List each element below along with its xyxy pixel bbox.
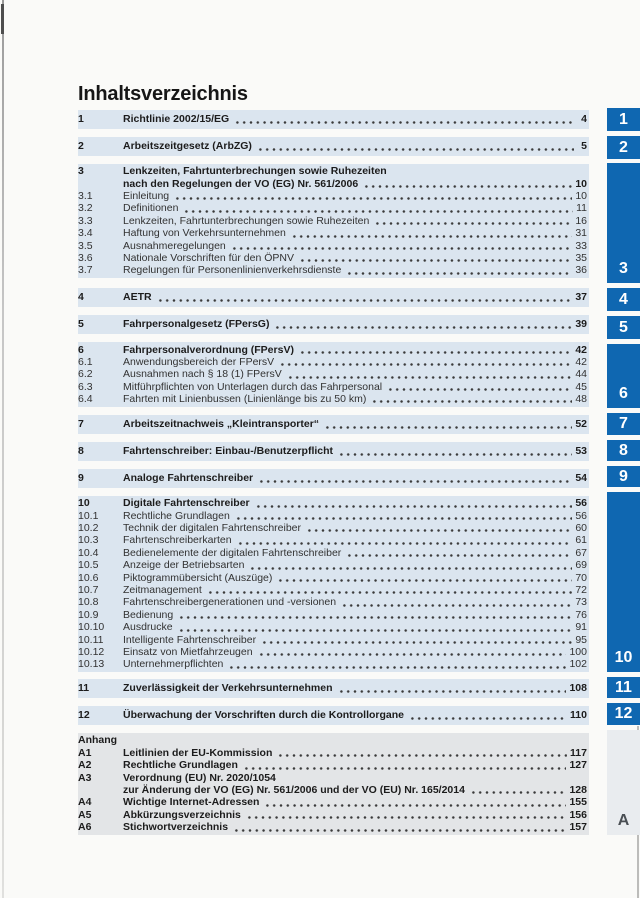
toc-entry-3 (78, 165, 589, 177)
entry-number: 12 (78, 709, 90, 722)
entry-page-number: 33 (575, 239, 587, 252)
entry-title: Ausnahmen nach § 18 (1) FPersV (123, 368, 282, 381)
entry-title: Unternehmerpflichten (123, 658, 224, 671)
toc-entry-6 (78, 344, 589, 356)
dot-leader (338, 445, 572, 457)
entry-page-number: 110 (570, 709, 587, 722)
entry-page-number: 39 (575, 318, 587, 331)
entry-page-number: 128 (569, 784, 587, 796)
toc-entry-4 (78, 291, 589, 303)
toc-entry-6.3 (78, 381, 589, 393)
dot-leader (299, 252, 572, 264)
side-tab-8: 8 (607, 440, 640, 461)
entry-page-number: 45 (575, 380, 587, 393)
entry-number: 3.2 (78, 202, 93, 215)
entry-number: 10.5 (78, 559, 99, 572)
toc-entry-10.8 (78, 596, 589, 608)
toc-entry-a3 (78, 772, 589, 784)
entry-number: A4 (78, 796, 92, 809)
side-tab-1: 1 (607, 108, 640, 131)
toc-entry-10.3 (78, 534, 589, 546)
toc-group-6 (78, 342, 589, 407)
entry-title: Technik der digitalen Fahrtenschreiber (123, 522, 302, 535)
entry-page-number: 157 (569, 821, 587, 834)
entry-page-number: 60 (575, 522, 587, 535)
dot-leader (291, 227, 572, 239)
toc-entry-11 (78, 682, 589, 694)
entry-page-number: 44 (575, 368, 587, 381)
dot-leader (243, 759, 567, 771)
toc-entry-3.1 (78, 190, 589, 202)
entry-title: Ausnahmeregelungen (123, 239, 226, 252)
side-tab-7: 7 (607, 413, 640, 435)
dot-leader (228, 658, 566, 670)
entry-page-number: 54 (575, 472, 587, 485)
dot-leader (341, 596, 572, 608)
entry-title: Wichtige Internet-Adressen (123, 796, 260, 809)
entry-number: 10.11 (78, 633, 104, 646)
entry-title: Rechtliche Grundlagen (123, 509, 230, 522)
side-tab-5: 5 (607, 316, 640, 339)
dot-leader (246, 809, 567, 821)
toc-entry-6.1 (78, 356, 589, 368)
dot-leader (299, 344, 572, 356)
toc-entry-cont (78, 178, 589, 190)
dot-leader (178, 609, 572, 621)
toc-entry-1 (78, 113, 589, 125)
entry-title: nach den Regelungen der VO (EG) Nr. 561/2006 (123, 177, 359, 190)
toc-entry-anhang (78, 734, 589, 746)
side-tab-2: 2 (607, 136, 640, 159)
entry-page-number: 35 (575, 251, 587, 264)
toc-group-anhang (78, 733, 589, 835)
entry-number: 6 (78, 343, 84, 356)
entry-number: 3.6 (78, 251, 93, 264)
entry-title: zur Änderung der VO (EG) Nr. 561/2006 und der VO (EU) Nr. 165/2014 (123, 784, 465, 796)
toc-group-4 (78, 288, 589, 307)
toc-group-3 (78, 164, 589, 278)
entry-number: 6.3 (78, 380, 93, 393)
entry-title: Abkürzungsverzeichnis (123, 808, 241, 821)
entry-title: Definitionen (123, 202, 179, 215)
entry-number: 7 (78, 418, 84, 431)
dot-leader (237, 534, 573, 546)
entry-title: Lenkzeiten, Fahrtunterbrechungen sowie Ruhezeiten (123, 214, 370, 227)
entry-number: 4 (78, 291, 84, 304)
entry-page-number: 73 (575, 596, 587, 609)
dot-leader (387, 381, 572, 393)
toc-entry-10.13 (78, 658, 589, 670)
dot-leader (277, 747, 567, 759)
entry-number: 10.7 (78, 584, 99, 596)
entry-page-number: 5 (581, 140, 587, 153)
entry-number: 5 (78, 318, 84, 331)
entry-title: Anzeige der Betriebsarten (123, 559, 245, 572)
toc-entry-3.4 (78, 227, 589, 239)
entry-number: 6.4 (78, 393, 93, 406)
entry-number: Anhang (78, 734, 118, 747)
toc-entry-a4 (78, 796, 589, 808)
entry-number: 6.2 (78, 368, 93, 381)
entry-page-number: 91 (575, 621, 587, 634)
scan-edge-artifact (1, 4, 4, 34)
entry-page-number: 69 (575, 559, 587, 572)
dot-leader (174, 190, 572, 202)
toc-entry-a5 (78, 809, 589, 821)
entry-page-number: 72 (575, 584, 587, 596)
entry-title: Fahrten mit Linienbussen (Linienlänge bis zu 50 km) (123, 393, 367, 406)
dot-leader (261, 634, 572, 646)
entry-number: 1 (78, 113, 84, 126)
dot-leader (157, 291, 573, 303)
side-tab-12: 12 (607, 703, 640, 725)
entry-number: 8 (78, 445, 84, 458)
entry-number: 3.3 (78, 214, 93, 227)
entry-page-number: 156 (569, 808, 587, 821)
dot-leader (255, 497, 573, 509)
entry-page-number: 100 (569, 645, 587, 658)
entry-title: Einleitung (123, 190, 170, 203)
side-tab-3: 3 (607, 163, 640, 283)
entry-title: Ausdrucke (123, 621, 173, 634)
dot-leader (287, 368, 573, 380)
toc-entry-a6 (78, 821, 589, 833)
entry-title: Intelligente Fahrtenschreiber (123, 633, 257, 646)
entry-title: Digitale Fahrtenschreiber (123, 497, 250, 510)
dot-leader (279, 356, 572, 368)
entry-number: 10.9 (78, 608, 99, 621)
toc-group-2 (78, 137, 589, 156)
entry-title: Fahrtenschreiber: Einbau-/Benutzerpflicht (123, 445, 334, 458)
entry-title: Richtlinie 2002/15/EG (123, 113, 230, 126)
dot-leader (249, 559, 572, 571)
entry-number: 3 (78, 165, 84, 178)
entry-title: Arbeitszeitgesetz (ArbZG) (123, 140, 252, 153)
dot-leader (233, 821, 566, 833)
entry-title: Stichwortverzeichnis (123, 821, 229, 834)
dot-leader (338, 682, 567, 694)
dot-leader (207, 584, 573, 596)
entry-title: Bedienelemente der digitalen Fahrtenschreiber (123, 546, 342, 559)
entry-page-number: 117 (570, 746, 587, 759)
entry-page-number: 155 (569, 796, 587, 809)
toc-entry-6.4 (78, 393, 589, 405)
dot-leader (324, 418, 572, 430)
dot-leader (183, 202, 573, 214)
entry-number: A3 (78, 771, 92, 784)
toc-entry-10.9 (78, 609, 589, 621)
toc-entry-7 (78, 418, 589, 430)
dot-leader (277, 572, 572, 584)
dot-leader (235, 510, 572, 522)
toc-entry-a1 (78, 747, 589, 759)
entry-title: Arbeitszeitnachweis „Kleintransporter“ (123, 418, 320, 431)
toc-entry-10.2 (78, 522, 589, 534)
entry-number: 6.1 (78, 355, 93, 368)
side-tab-anhang: A (607, 730, 640, 835)
dot-leader (274, 318, 572, 330)
toc-group-1 (78, 110, 589, 129)
entry-number: 10 (78, 497, 90, 510)
page-title: Inhaltsverzeichnis (78, 83, 248, 105)
entry-number: 11 (78, 682, 90, 695)
toc-entry-10.4 (78, 547, 589, 559)
dot-leader (257, 140, 574, 152)
toc-entry-10.1 (78, 510, 589, 522)
toc-group-10 (78, 496, 589, 672)
entry-number: 10.10 (78, 621, 105, 634)
scan-left-edge (2, 0, 4, 898)
dot-leader (178, 621, 573, 633)
entry-number: A1 (78, 746, 92, 759)
entry-number: 10.2 (78, 522, 99, 535)
entry-title: Haftung von Verkehrsunternehmen (123, 227, 286, 240)
dot-leader (346, 547, 572, 559)
entry-page-number: 16 (575, 214, 587, 227)
entry-page-number: 61 (575, 534, 587, 547)
toc-group-8 (78, 442, 589, 461)
entry-number: A2 (78, 759, 92, 772)
dot-leader (234, 113, 574, 125)
entry-title: Analoge Fahrtenschreiber (123, 472, 254, 485)
entry-title: Mitführpflichten von Unterlagen durch das Fahrpersonal (123, 380, 383, 393)
toc-entry-12 (78, 709, 589, 721)
toc-entry-6.2 (78, 368, 589, 380)
entry-page-number: 48 (575, 393, 587, 406)
entry-number: 9 (78, 472, 84, 485)
entry-title: Piktogrammübersicht (Auszüge) (123, 571, 273, 584)
toc-entry-cont (78, 784, 589, 796)
toc-entry-3.6 (78, 252, 589, 264)
toc-entry-9 (78, 472, 589, 484)
entry-number: A5 (78, 808, 92, 821)
side-tab-9: 9 (607, 466, 640, 487)
toc-entry-2 (78, 140, 589, 152)
entry-page-number: 52 (575, 418, 587, 431)
entry-title: Fahrtenschreiberkarten (123, 534, 232, 547)
entry-page-number: 56 (575, 497, 587, 510)
dot-leader (363, 178, 572, 190)
entry-page-number: 10 (575, 190, 587, 203)
dot-leader (258, 646, 567, 658)
entry-page-number: 67 (575, 546, 587, 559)
toc-entry-10.11 (78, 634, 589, 646)
entry-title: Zeitmanagement (123, 584, 202, 596)
entry-title: AETR (123, 291, 152, 304)
dot-leader (346, 264, 572, 276)
entry-page-number: 31 (575, 227, 587, 240)
toc-entry-10.10 (78, 621, 589, 633)
entry-page-number: 36 (575, 264, 587, 277)
toc-group-12 (78, 706, 589, 725)
entry-number: 3.7 (78, 264, 93, 277)
dot-leader (409, 709, 567, 721)
entry-title: Leitlinien der EU-Kommission (123, 746, 273, 759)
dot-leader (231, 240, 573, 252)
dot-leader (470, 784, 567, 796)
entry-number: 2 (78, 140, 84, 153)
dot-leader (258, 472, 572, 484)
toc-entry-a2 (78, 759, 589, 771)
side-tab-6: 6 (607, 344, 640, 408)
entry-number: 10.3 (78, 534, 99, 547)
toc-group-7 (78, 415, 589, 434)
entry-title: Fahrpersonalverordnung (FPersV) (123, 343, 294, 356)
entry-title: Anwendungsbereich der FPersV (123, 355, 275, 368)
side-tab-10: 10 (607, 492, 640, 672)
dot-leader (371, 393, 572, 405)
entry-page-number: 70 (575, 571, 587, 584)
toc-entry-5 (78, 318, 589, 330)
entry-page-number: 42 (575, 355, 587, 368)
side-tab-4: 4 (607, 288, 640, 311)
toc-entry-10.6 (78, 572, 589, 584)
entry-title: Nationale Vorschriften für den ÖPNV (123, 251, 295, 264)
entry-page-number: 76 (575, 608, 587, 621)
toc-entry-3.2 (78, 202, 589, 214)
entry-page-number: 95 (575, 633, 587, 646)
entry-number: A6 (78, 821, 92, 834)
entry-number: 10.13 (78, 658, 105, 671)
toc-entry-10.12 (78, 646, 589, 658)
toc-group-11 (78, 679, 589, 698)
toc-entry-3.3 (78, 215, 589, 227)
toc-group-5 (78, 315, 589, 334)
entry-number: 10.12 (78, 645, 105, 658)
entry-number: 10.8 (78, 596, 99, 609)
entry-title: Regelungen für Personenlinienverkehrsdienste (123, 264, 342, 277)
toc-entry-3.7 (78, 264, 589, 276)
entry-title: Verordnung (EU) Nr. 2020/1054 (123, 771, 276, 784)
toc-entry-8 (78, 445, 589, 457)
entry-title: Lenkzeiten, Fahrtunterbrechungen sowie Ruhezeiten (123, 165, 387, 178)
entry-page-number: 108 (569, 682, 587, 695)
toc-entry-10 (78, 497, 589, 509)
entry-page-number: 11 (576, 202, 587, 215)
entry-title: Fahrtenschreibergenerationen und -versionen (123, 596, 337, 609)
entry-page-number: 102 (569, 658, 587, 671)
entry-number: 10.4 (78, 546, 99, 559)
entry-page-number: 42 (575, 343, 587, 356)
entry-page-number: 127 (569, 759, 587, 772)
entry-page-number: 4 (581, 113, 587, 126)
entry-number: 3.1 (78, 190, 93, 203)
entry-page-number: 10 (575, 177, 587, 190)
entry-title: Rechtliche Grundlagen (123, 759, 238, 772)
dot-leader (306, 522, 572, 534)
toc-entry-10.5 (78, 559, 589, 571)
entry-title: Fahrpersonalgesetz (FPersG) (123, 318, 270, 331)
toc-entry-10.7 (78, 584, 589, 596)
entry-title: Zuverlässigkeit der Verkehrsunternehmen (123, 682, 333, 695)
entry-page-number: 53 (575, 445, 587, 458)
entry-number: 10.6 (78, 571, 99, 584)
dot-leader (374, 215, 572, 227)
entry-title: Einsatz von Mietfahrzeugen (123, 645, 253, 658)
entry-page-number: 56 (575, 509, 587, 522)
entry-number: 10.1 (78, 509, 99, 522)
entry-number: 3.4 (78, 227, 93, 240)
toc-group-9 (78, 469, 589, 488)
entry-number: 3.5 (78, 239, 93, 252)
toc-entry-3.5 (78, 240, 589, 252)
entry-title: Überwachung der Vorschriften durch die Kontrollorgane (123, 709, 405, 722)
side-tab-11: 11 (607, 677, 640, 698)
dot-leader (264, 796, 566, 808)
entry-title: Bedienung (123, 608, 174, 621)
entry-page-number: 37 (575, 291, 587, 304)
